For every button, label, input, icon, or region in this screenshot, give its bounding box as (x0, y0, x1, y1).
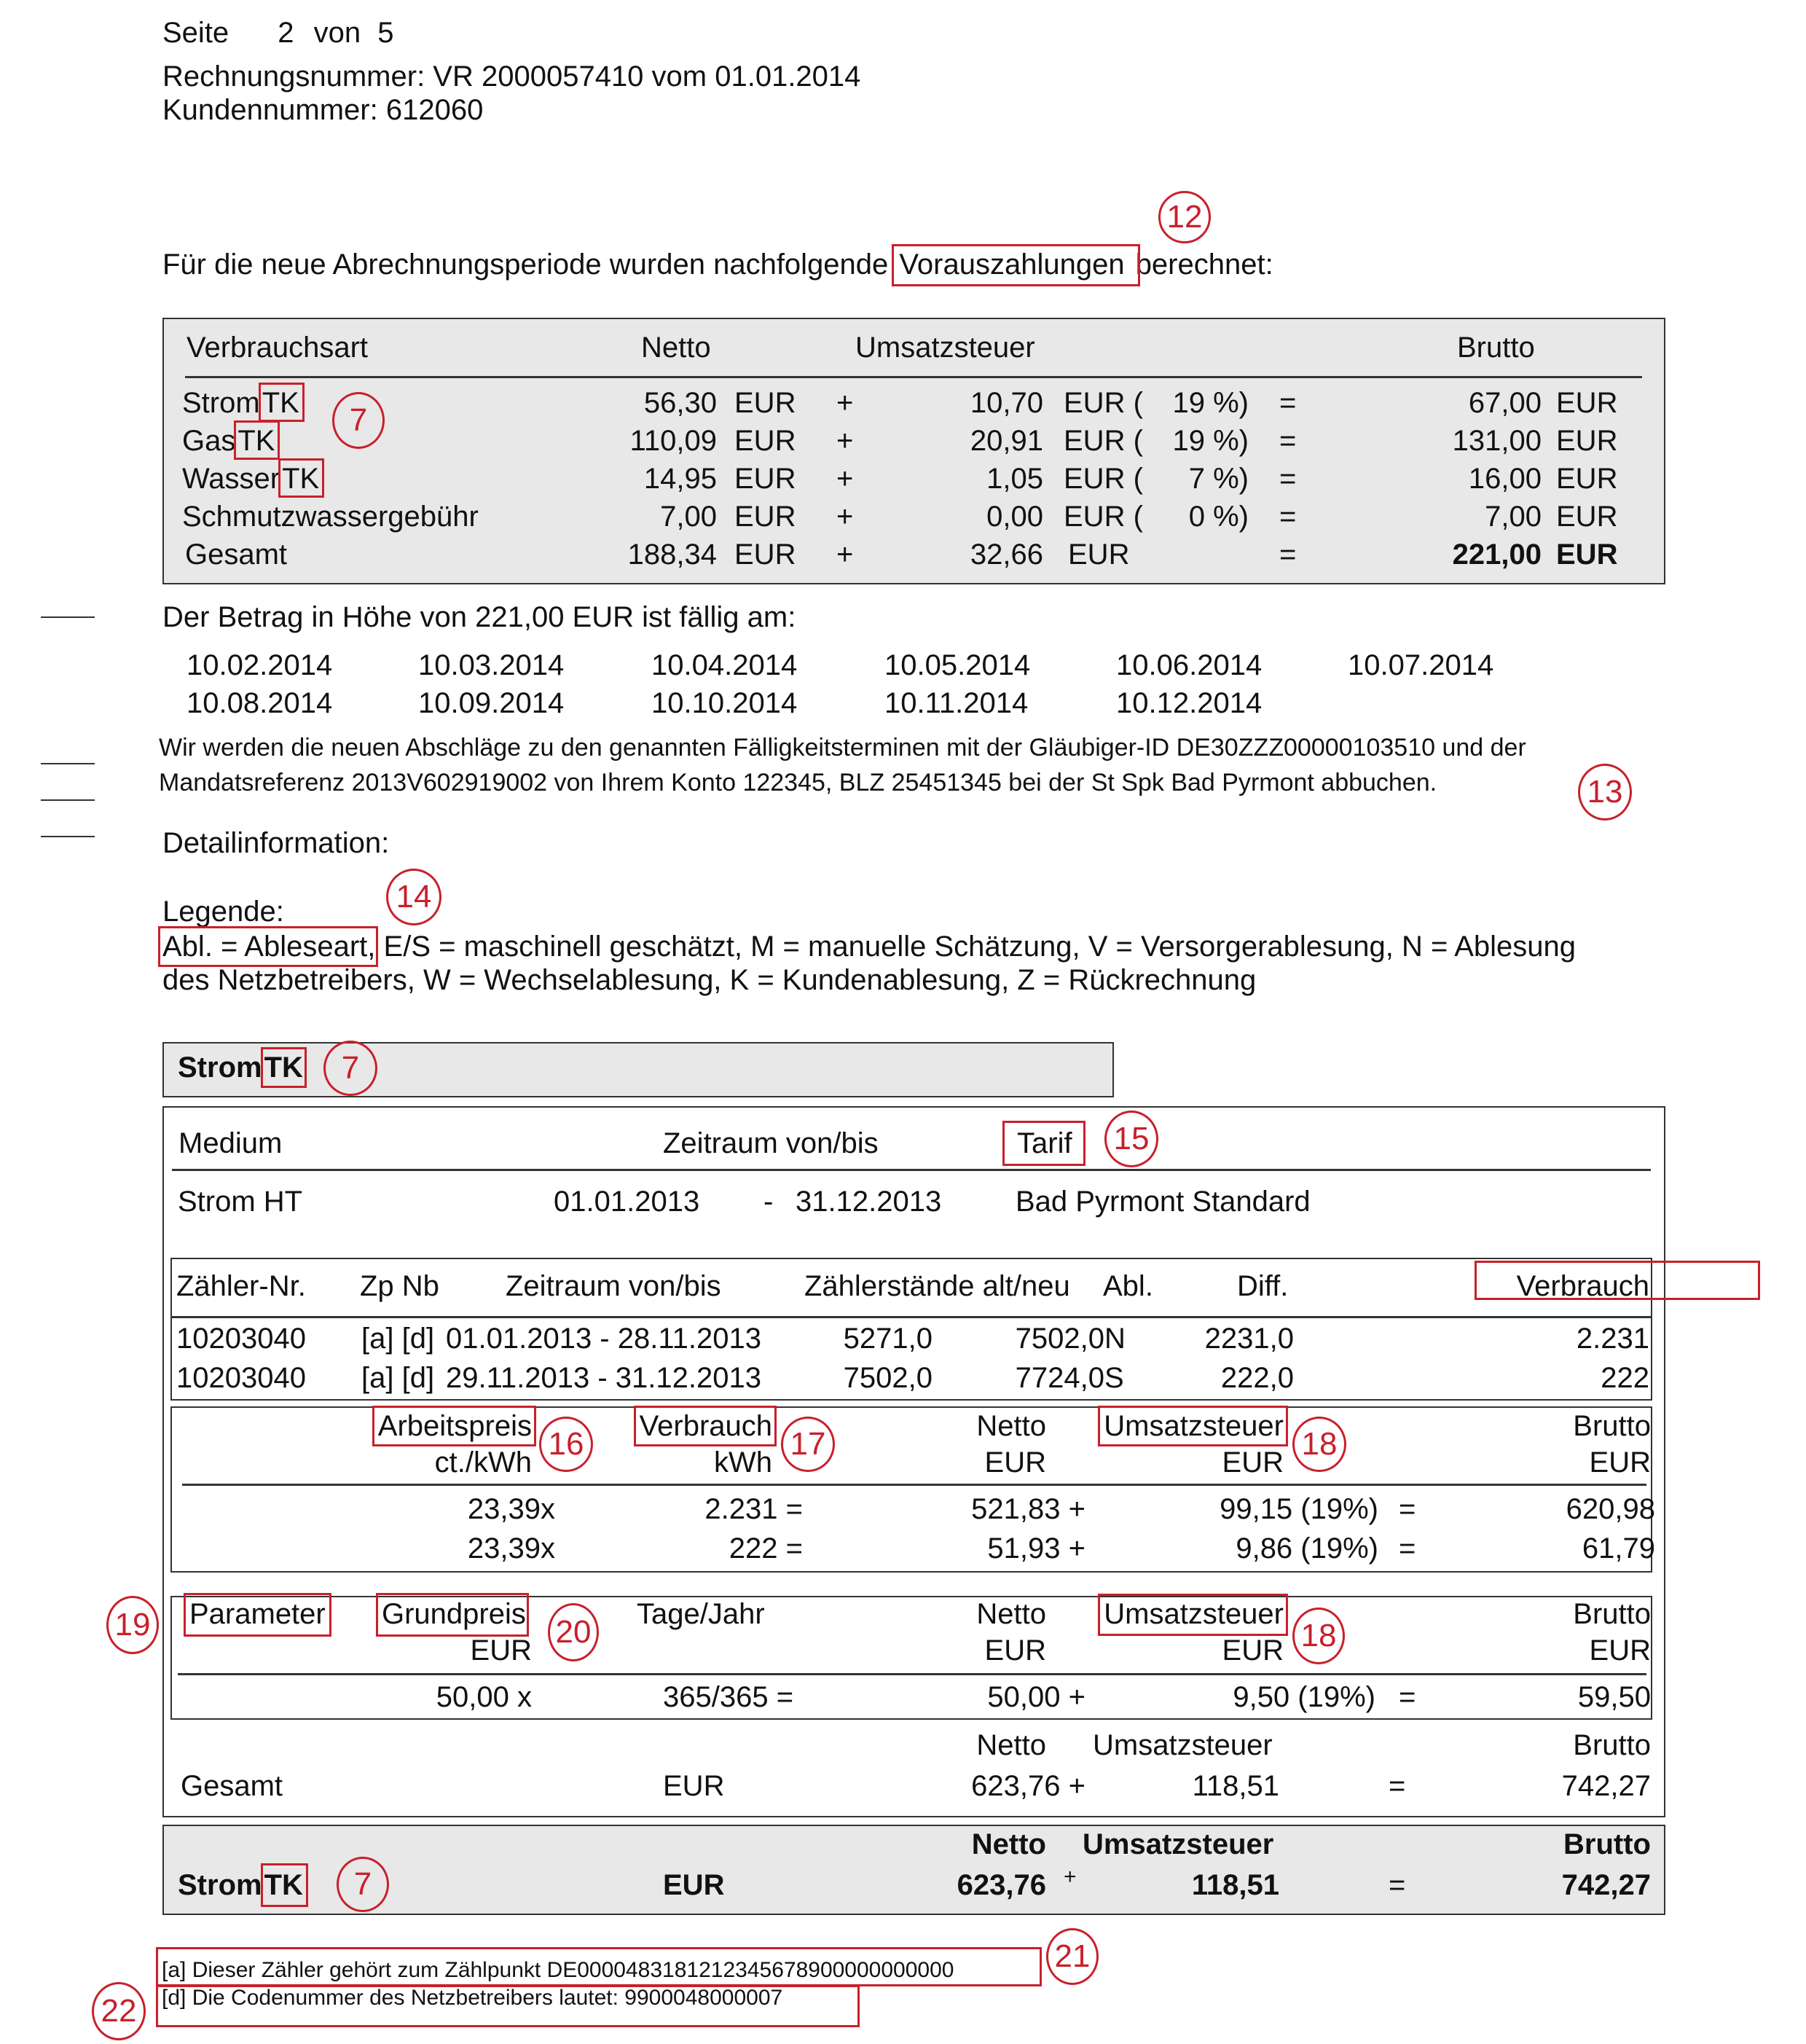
annotation-box (158, 926, 378, 967)
eq-sign: = (1399, 1493, 1416, 1525)
prepayment-highlight (896, 248, 1135, 281)
page-current: 2 (278, 17, 294, 49)
row-plus: + (836, 387, 854, 419)
summary-ust-header: Umsatzsteuer (1083, 1828, 1274, 1860)
meter-new: 7502,0 (1015, 1323, 1104, 1355)
annotation-box (1475, 1261, 1760, 1300)
col-header-type: Verbrauchsart (187, 332, 369, 364)
row-name: Strom (182, 387, 260, 419)
tk-tag: TK (262, 387, 299, 419)
brutto-value: 61,79 (1582, 1532, 1655, 1565)
tk-highlight (235, 425, 277, 457)
annotation-marker-15: 15 (1104, 1111, 1158, 1167)
netto-value: 51,93 + (987, 1532, 1085, 1565)
annotation-box (372, 1406, 536, 1446)
tk-highlight (262, 1869, 305, 1901)
page-total: 5 (377, 17, 394, 49)
header-ust (1078, 1597, 1284, 1631)
col-header-ust: Umsatzsteuer (855, 332, 1035, 364)
netto-value: 521,83 + (971, 1493, 1085, 1525)
tk-tag: TK (282, 463, 320, 495)
col-header-abl: Abl. (1103, 1270, 1153, 1302)
price-value: 23,39x (467, 1493, 555, 1525)
row-cur3: EUR (1556, 501, 1618, 533)
annotation-marker-16: 16 (539, 1417, 593, 1472)
row-cur2: EUR ( (1064, 387, 1143, 419)
annotation-box (1002, 1121, 1085, 1166)
page-label: Seite (162, 17, 229, 49)
annotation-marker-18: 18 (1292, 1608, 1345, 1664)
total-ust: 32,66 (970, 539, 1043, 571)
footnote-a: [a] Dieser Zähler gehört zum Zählpunkt DE0000483181212345678900000000000 (162, 1958, 954, 1982)
brutto-value: 59,50 (1577, 1681, 1651, 1713)
intro-text: Für die neue Abrechnungsperiode wurden nachfolgende (162, 248, 889, 281)
annotation-box (634, 1406, 777, 1446)
header-parameter (189, 1597, 326, 1631)
sepa-text-line2: Mandatsreferenz 2013V602919002 von Ihrem Konto 122345, BLZ 25451345 bei der St Spk Bad Pyrmont abbuchen. (159, 769, 1437, 796)
tk-highlight (260, 387, 302, 419)
row-ust: 20,91 (970, 425, 1043, 457)
header-ust (1078, 1409, 1284, 1443)
summary-name: Strom (178, 1869, 262, 1901)
meter-new: 7724,0 (1015, 1362, 1104, 1394)
annotation-marker-17: 17 (781, 1417, 835, 1472)
tarif-header (1017, 1127, 1072, 1160)
annotation-marker-13: 13 (1578, 764, 1632, 821)
header-unit: EUR (1222, 1446, 1284, 1479)
meter-abl: S (1104, 1362, 1124, 1394)
fold-mark (41, 836, 95, 837)
ableseart-highlight (162, 931, 375, 963)
col-header-consumption: Verbrauch (1516, 1270, 1649, 1302)
total-brutto: 221,00 (1452, 539, 1542, 571)
divider (185, 376, 1642, 378)
annotation-box (261, 1863, 308, 1907)
tage-value: 365/365 = (663, 1681, 794, 1713)
meter-old: 7502,0 (843, 1362, 933, 1394)
col-header-netto: Netto (641, 332, 711, 364)
row-eq: = (1279, 387, 1297, 419)
annotation-marker-20: 20 (548, 1603, 599, 1661)
divider (172, 1316, 1651, 1318)
row-ust: 0,00 (986, 501, 1043, 533)
tk-tag: TK (237, 425, 275, 457)
invoice-number: Rechnungsnummer: VR 2000057410 vom 01.01.2014 (162, 60, 861, 93)
meter-period: 29.11.2013 - 31.12.2013 (446, 1362, 761, 1394)
total-netto: 188,34 (627, 539, 717, 571)
due-date: 10.03.2014 (418, 649, 565, 681)
annotation-marker-21: 21 (1046, 1928, 1099, 1985)
annotation-box (1098, 1406, 1288, 1446)
row-rate: 0 %) (1188, 501, 1249, 533)
tk-tag: TK (264, 1052, 303, 1084)
ableseart-text: Abl. = Ableseart, (162, 931, 376, 963)
row-cur2: EUR ( (1064, 425, 1143, 457)
row-rate: 7 %) (1188, 463, 1249, 495)
row-ust: 1,05 (986, 463, 1043, 495)
legend-label: Legende: (162, 896, 284, 928)
meter-consumption: 222 (1601, 1362, 1649, 1394)
summary-title (178, 1868, 305, 1902)
row-plus: + (836, 463, 854, 495)
header-tage: Tage/Jahr (637, 1598, 765, 1630)
row-cur3: EUR (1556, 425, 1618, 457)
period-dash: - (763, 1186, 774, 1218)
sepa-text-line1: Wir werden die neuen Abschläge zu den genannten Fälligkeitsterminen mit der Gläubiger-ID DE30ZZZ00000103510 und der (159, 734, 1526, 761)
detail-title: Detailinformation: (162, 827, 390, 859)
row-brutto: 16,00 (1468, 463, 1542, 495)
strom-title (178, 1051, 305, 1084)
row-eq: = (1279, 425, 1297, 457)
row-netto: 110,09 (629, 425, 717, 457)
legend-line2: des Netzbetreibers, W = Wechselablesung, K = Kundenablesung, Z = Rückrechnung (162, 964, 1257, 996)
summary-plus: + (1064, 1865, 1077, 1889)
total-cur2: EUR (1068, 539, 1130, 571)
annotation-marker-7: 7 (332, 392, 385, 449)
meter-zpnb: [a] [d] (361, 1323, 435, 1355)
summary-cur: EUR (663, 1869, 725, 1901)
row-eq: = (1279, 501, 1297, 533)
medium-value: Strom HT (178, 1186, 303, 1218)
ust-value: 9,50 (19%) (1233, 1681, 1375, 1713)
annotation-marker-7: 7 (323, 1041, 377, 1096)
row-rate: 19 %) (1172, 387, 1249, 419)
tk-highlight (280, 463, 321, 495)
row-brutto: 131,00 (1452, 425, 1542, 457)
col-header-medium: Medium (178, 1127, 283, 1159)
annotation-box (234, 420, 280, 460)
summary-eq: = (1389, 1869, 1406, 1901)
gesamt-label: Gesamt (181, 1770, 283, 1802)
due-date: 10.10.2014 (651, 687, 798, 719)
summary-netto: 623,76 (957, 1869, 1046, 1901)
prepayment-word: Vorauszahlungen (899, 248, 1125, 281)
col-header-zeitraum: Zeitraum von/bis (663, 1127, 879, 1159)
gesamt-brutto-header: Brutto (1573, 1729, 1651, 1761)
row-name: Wasser (182, 463, 280, 495)
eq-sign: = (1399, 1532, 1416, 1565)
summary-netto-header: Netto (971, 1828, 1046, 1860)
annotation-marker-14: 14 (386, 869, 441, 925)
intro-line (162, 248, 1273, 281)
meter-nr: 10203040 (176, 1323, 306, 1355)
row-eq: = (1279, 463, 1297, 495)
gesamt-netto-header: Netto (976, 1729, 1046, 1761)
annotation-box (184, 1593, 331, 1637)
annotation-box (376, 1593, 529, 1637)
meter-abl: N (1104, 1323, 1126, 1355)
header-brutto: Brutto (1573, 1598, 1651, 1630)
row-netto: 14,95 (643, 463, 717, 495)
header-text: Verbrauch (639, 1410, 772, 1442)
col-header-period: Zeitraum von/bis (506, 1270, 721, 1302)
strom-title-name: Strom (178, 1052, 262, 1084)
fold-mark (41, 763, 95, 764)
customer-number: Kundennummer: 612060 (162, 94, 484, 126)
header-unit: EUR (984, 1634, 1046, 1667)
header-unit: ct./kWh (434, 1446, 532, 1479)
tarif-value: Bad Pyrmont Standard (1016, 1186, 1311, 1218)
row-brutto: 67,00 (1468, 387, 1542, 419)
ust-value: 9,86 (19%) (1236, 1532, 1378, 1565)
total-eq: = (1279, 539, 1297, 571)
total-label: Gesamt (185, 539, 288, 571)
due-date: 10.04.2014 (651, 649, 798, 681)
gesamt-ust: 118,51 (1192, 1770, 1279, 1802)
annotation-marker-7: 7 (337, 1857, 389, 1912)
legend-line1 (162, 930, 1576, 963)
due-date: 10.12.2014 (1116, 687, 1263, 719)
gesamt-ust-header: Umsatzsteuer (1093, 1729, 1273, 1761)
price-value: 23,39x (467, 1532, 555, 1565)
meter-old: 5271,0 (843, 1323, 933, 1355)
col-header-brutto: Brutto (1457, 332, 1535, 364)
col-header-tarif: Tarif (1017, 1127, 1072, 1159)
col-header-readings: Zählerstände alt/neu (804, 1270, 1070, 1302)
header-text: Arbeitspreis (377, 1410, 532, 1442)
row-cur2: EUR ( (1064, 463, 1143, 495)
due-date: 10.06.2014 (1116, 649, 1263, 681)
meter-diff: 2231,0 (1204, 1323, 1294, 1355)
due-date: 10.08.2014 (187, 687, 333, 719)
header-unit: EUR (984, 1446, 1046, 1479)
header-arbeitspreis (364, 1409, 532, 1443)
due-date: 10.11.2014 (884, 687, 1029, 719)
consumption-value: 222 = (729, 1532, 803, 1565)
meter-diff: 222,0 (1220, 1362, 1294, 1394)
summary-brutto-header: Brutto (1563, 1828, 1651, 1860)
divider (178, 1673, 1646, 1675)
header-grundpreis (382, 1597, 526, 1631)
summary-brutto: 742,27 (1561, 1869, 1651, 1901)
due-text: Der Betrag in Höhe von 221,00 EUR ist fällig am: (162, 601, 796, 633)
tk-highlight (262, 1052, 305, 1084)
tk-tag: TK (264, 1869, 303, 1901)
meter-consumption: 2.231 (1576, 1323, 1649, 1355)
meter-zpnb: [a] [d] (361, 1362, 435, 1394)
col-header-meter-nr: Zähler-Nr. (176, 1270, 306, 1302)
due-date: 10.07.2014 (1348, 649, 1494, 681)
row-netto: 56,30 (643, 387, 717, 419)
row-netto: 7,00 (660, 501, 717, 533)
footnote-d: [d] Die Codenummer des Netzbetreibers lautet: 9900048000007 (162, 1986, 783, 2010)
header-text: Parameter (189, 1598, 326, 1630)
row-cur: EUR (734, 501, 796, 533)
period-to: 31.12.2013 (796, 1186, 942, 1218)
gesamt-brutto: 742,27 (1561, 1770, 1651, 1802)
eq-sign: = (1399, 1681, 1416, 1713)
annotation-marker-18: 18 (1292, 1417, 1346, 1472)
row-cur3: EUR (1556, 463, 1618, 495)
row-plus: + (836, 501, 854, 533)
gesamt-netto: 623,76 + (971, 1770, 1085, 1802)
divider (172, 1169, 1651, 1171)
due-date: 10.09.2014 (418, 687, 565, 719)
annotation-box (261, 1047, 307, 1088)
gesamt-cur: EUR (663, 1770, 725, 1802)
meter-nr: 10203040 (176, 1362, 306, 1394)
col-header-diff: Diff. (1237, 1270, 1289, 1302)
row-rate: 19 %) (1172, 425, 1249, 457)
col-header-zpnb: Zp Nb (360, 1270, 439, 1302)
annotation-box (278, 458, 324, 498)
row-cur: EUR (734, 463, 796, 495)
header-netto: Netto (976, 1598, 1046, 1630)
total-cur: EUR (734, 539, 796, 571)
fold-mark (41, 799, 95, 801)
header-netto: Netto (976, 1410, 1046, 1442)
header-unit: kWh (714, 1446, 772, 1479)
header-unit: EUR (1222, 1634, 1284, 1667)
due-date: 10.02.2014 (187, 649, 333, 681)
summary-ust: 118,51 (1191, 1869, 1279, 1901)
header-unit: EUR (1589, 1446, 1651, 1479)
page-of: von (313, 17, 361, 49)
header-brutto: Brutto (1573, 1410, 1651, 1442)
header-unit: EUR (470, 1634, 532, 1667)
header-text: Grundpreis (382, 1598, 526, 1630)
meter-period: 01.01.2013 - 28.11.2013 (446, 1323, 761, 1355)
header-text: Umsatzsteuer (1104, 1410, 1284, 1442)
total-cur3: EUR (1556, 539, 1618, 571)
row-name: Gas (182, 425, 236, 457)
netto-value: 50,00 + (987, 1681, 1085, 1713)
fold-mark (41, 616, 95, 618)
period-from: 01.01.2013 (554, 1186, 700, 1218)
annotation-box (892, 244, 1139, 286)
gesamt-eq: = (1389, 1770, 1406, 1802)
due-date: 10.05.2014 (884, 649, 1031, 681)
grundpreis-value: 50,00 x (436, 1681, 532, 1713)
consumption-value: 2.231 = (704, 1493, 803, 1525)
annotation-box (259, 383, 305, 422)
header-verbrauch (597, 1409, 772, 1443)
total-plus: + (836, 539, 854, 571)
row-cur: EUR (734, 387, 796, 419)
header-unit: EUR (1589, 1634, 1651, 1667)
ust-value: 99,15 (19%) (1220, 1493, 1378, 1525)
annotation-marker-19: 19 (106, 1596, 159, 1654)
row-ust: 10,70 (970, 387, 1043, 419)
row-cur2: EUR ( (1064, 501, 1143, 533)
brutto-value: 620,98 (1566, 1493, 1655, 1525)
row-name: Schmutzwassergebühr (182, 501, 479, 533)
page-indicator (162, 16, 394, 50)
annotation-marker-12: 12 (1158, 191, 1211, 243)
row-brutto: 7,00 (1485, 501, 1542, 533)
intro-text-end: berechnet: (1135, 248, 1273, 281)
annotation-marker-22: 22 (92, 1982, 146, 2040)
row-cur: EUR (734, 425, 796, 457)
row-plus: + (836, 425, 854, 457)
annotation-box (1098, 1594, 1288, 1636)
header-text: Umsatzsteuer (1104, 1598, 1284, 1630)
divider (182, 1484, 1646, 1486)
legend-text: E/S = maschinell geschätzt, M = manuelle Schätzung, V = Versorgerablesung, N = Ablesung (383, 931, 1577, 963)
row-cur3: EUR (1556, 387, 1618, 419)
